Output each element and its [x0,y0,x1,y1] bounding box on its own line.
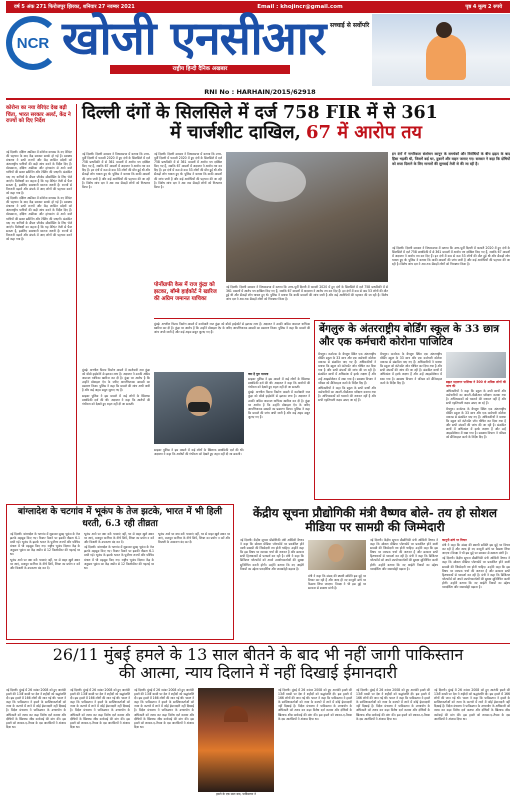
vaishnav-headline: केंद्रीय सूचना प्रौद्योगिकी मंत्री वैष्णव बोले- तय हो सोशल मीडिया पर सामग्री की जिम्मेदारी [252,506,498,534]
mumbai-rule [6,643,510,644]
main-body-col1: नई दिल्ली। दिल्ली सरकार ने विधानसभा में बताया कि उत्तर-पूर्वी दिल्ली में फरवरी 2020 में हुए दंगों के सिलसिले में दर्ज 758 प्राथमिकी में से 361 मामलों में आरोप पत्र दाखिल किए गए हैं, जबकि 67 मामलों में अदालत ने आरोप तय कर दिए हैं। इन दंगों में कम से कम 53 लोगों की मौत हुई थी और सैकड़ों लोग घायल हुए थे। पुलिस ने बताया कि बाकी मामलों की जांच जारी है और कई आरोपियों की पहचान की जा रही है। विशेष जांच दल ने अब तक सैकड़ों लोगों को गिरफ्तार किया है। [82,152,150,189]
masthead-subtitle: राष्ट्रीय हिन्दी दैनिक अखबार [110,65,290,74]
kundra-body: मुंबई। अश्लील फिल्म निर्माण मामले में कारोबारी राज कुंद्रा को बॉम्बे हाईकोर्ट से झटका लगा है। अदालत ने उनकी अग्रिम जमानत याचिका खारिज कर दी है। कुंद्रा पर आरोप है कि उन्होंने मोबाइल ऐप के जरिए आपत्तिजनक सामग्री का प्रसारण किया। पुलिस ने कहा कि मामले की जांच अभी जारी है और कई अहम सबूत जुटाए गए हैं। [154,322,310,335]
vaishnav-body-1: नई दिल्ली। केंद्रीय सूचना प्रौद्योगिकी मंत्री अश्विनी वैष्णव ने कहा कि सोशल मीडिया प्लेटफॉर्म पर प्रकाशित होने वाली सामग्री की जिम्मेदारी तय होनी चाहिए। उन्होंने कहा कि इस विषय पर व्यापक चर्चा की जरूरत है और सरकार सभी हितधारकों से परामर्श कर रही है। मंत्री ने कहा कि डिजिटल प्लेटफॉर्म को अपने उपयोगकर्ताओं की सुरक्षा सुनिश्चित करनी होगी। उन्होंने बताया कि नए आईटी नियमों का उद्देश्य पारदर्शिता और जवाबदेही बढ़ाना है। [240,538,304,571]
mumbai-headline-line2: की आत्मा, न्याय दिलाने में नहीं दिखाई ईमानदारी [118,663,398,683]
mumbai-caption: हमले के एक साल बाद, पाकिस्तान ने [216,792,256,796]
bangalore-headline: बेंगलुरु के अंतरराष्ट्रीय बोर्डिंग स्कूल के 33 छात्र और एक कर्मचारी कोरोना पाजिटिव [319,323,499,348]
yoga-figure [426,34,466,80]
logo-text: NCR [16,34,50,52]
bangladesh-headline: बांग्लादेश के चटगांव में भूकंप के तेज झटके, भारत में भी हिली धरती, 6.3 रही तीव्रता [17,507,223,529]
left-column-rule [76,104,77,504]
main-body-col3: नई दिल्ली। दिल्ली सरकार ने विधानसभा में बताया कि उत्तर-पूर्वी दिल्ली में फरवरी 2020 में हुए दंगों के सिलसिले में दर्ज 758 प्राथमिकी में से 361 मामलों में आरोप पत्र दाखिल किए गए हैं, जबकि 67 मामलों में अदालत ने आरोप तय कर दिए हैं। इन दंगों में कम से कम 53 लोगों की मौत हुई थी और सैकड़ों लोग घायल हुए थे। पुलिस ने बताया कि बाकी मामलों की जांच जारी है और कई आरोपियों की पहचान की जा रही है। विशेष जांच दल ने अब तक सैकड़ों लोगों को गिरफ्तार किया है। [226,285,388,302]
main-headline-line2a: में चार्जशीट दाखिल, [170,122,301,144]
left-headline: कोरोना का नया वेरिएंट देख बढ़ी चिंता, भारत सरकार अलर्ट, केंद्र ने राज्यों को दिए निर्देश [6,105,71,125]
kundra-headline-wide [154,318,310,319]
taj-dome [224,706,248,722]
bullet-text: इन दंगों में नागरिकता संशोधन कानून के समर्थकों और विरोधियों के बीच झड़प के बाद हिंसा भड़की थी, जिसमें कई घर, दुकानें और वाहन जलाए गए। सरकार ने कहा कि दोषियों को सजा दिलाने के लिए मामलों की सुनवाई तेजी से की जा रही है। [392,152,510,166]
bangladesh-body-3: भूकंप आने पर क्या करें: घबराएं नहीं, घर से बाहर खुले स्थान पर जाएं, मजबूत फर्नीचर के नीचे छिपें, लिफ्ट का प्रयोग न करें और बिजली के उपकरण बंद कर दें। [158,532,230,545]
kundra-mask [188,402,210,412]
mumbai-body-6: नई दिल्ली। मुंबई में 26 नवंबर 2008 को हुए आतंकी हमले की 13वीं बरसी पर देश ने शहीदों को श्रद्धांजलि दी। इस हमले में 166 लोगों की जान गई थी। भारत ने कहा कि पाकिस्तान ने हमले के साजिशकर्ताओं को न्याय के कटघरे में लाने में कोई ईमानदारी नहीं दिखाई है। विदेश मंत्रालय ने पाकिस्तान के उच्चायोग के अधिकारी को तलब कर कड़ा विरोध दर्ज कराया और दोषियों के खिलाफ शीघ्र कार्रवाई की मांग की। इस हमले को लश्कर-ए-तैयबा के दस आतंकियों ने अंजाम दिया था। [434,688,510,721]
main-body-col4: नई दिल्ली। दिल्ली सरकार ने विधानसभा में बताया कि उत्तर-पूर्वी दिल्ली में फरवरी 2020 में हुए दंगों के सिलसिले में दर्ज 758 प्राथमिकी में से 361 मामलों में आरोप पत्र दाखिल किए गए हैं, जबकि 67 मामलों में अदालत ने आरोप तय कर दिए हैं। इन दंगों में कम से कम 53 लोगों की मौत हुई थी और सैकड़ों लोग घायल हुए थे। पुलिस ने बताया कि बाकी मामलों की जांच जारी है और कई आरोपियों की पहचान की जा रही है। विशेष जांच दल ने अब तक सैकड़ों लोगों को गिरफ्तार किया है। [392,246,510,267]
riot-photo [226,152,388,282]
bangalore-body-2: बेंगलुरु। कर्नाटक के बेंगलुरु स्थित एक अंतरराष्ट्रीय बोर्डिंग स्कूल के 33 छात्र और एक कर्मचारी कोरोना वायरस से संक्रमित पाए गए हैं। अधिकारियों ने बताया कि स्कूल को कंटेनमेंट जोन घोषित कर दिया गया है और सभी संपर्कों की जांच की जा रही है। संक्रमित छात्रों में अधिकांश में हल्के लक्षण हैं और उन्हें आइसोलेशन में रखा गया है। स्वास्थ्य विभाग ने परिसर को सैनिटाइज करने के निर्देश दिए हैं। [380,352,442,385]
pages-price: पृष्ठ 4 मूल्य 2 रुपये [465,4,502,10]
masthead-logo [6,16,60,70]
masthead-photo [372,14,510,86]
main-bullet-box [392,152,510,242]
bangalore-body-3: ब्रह्मत महानगर पालिका ने 500 से अधिक लोगों की जांच की अधिकारियों ने कहा कि स्कूल के सभी छात्रों और कर्मचारियों का आरटी-पीसीआर परीक्षण कराया गया है। अभिभावकों को घबराने की जरूरत नहीं है और सभी एहतियाती कदम उठाए जा रहे हैं। बेंगलुरु। कर्नाटक के बेंगलुरु स्थित एक अंतरराष्ट्रीय बोर्डिंग स्कूल के 33 छात्र और एक कर्मचारी कोरोना वायरस से संक्रमित पाए गए हैं। अधिकारियों ने बताया कि स्कूल को कंटेनमेंट जोन घोषित कर दिया गया है और सभी संपर्कों की जांच की जा रही है। संक्रमित छात्रों में अधिकांश में हल्के लक्षण हैं और उन्हें आइसोलेशन में रखा गया है। स्वास्थ्य विभाग ने परिसर को सैनिटाइज करने के निर्देश दिए हैं। [446,380,506,440]
main-headline-line2b: 67 में आरोप तय [305,122,422,144]
main-headline [82,103,510,144]
taj-hotel-photo [198,688,274,792]
masthead-slogan: सच्चाई से सर्वोपरि [330,22,370,29]
mumbai-headline [6,646,510,683]
rni-line: RNI No : HARHAIN/2015/62918 [204,88,316,96]
vaishnav-face [328,544,344,562]
vaishnav-photo [308,540,366,570]
bangladesh-body-2: भूकंप आने पर क्या करें: घबराएं नहीं, घर से बाहर खुले स्थान पर जाएं, मजबूत फर्नीचर के नीचे छिपें, लिफ्ट का प्रयोग न करें और बिजली के उपकरण बंद कर दें। नई दिल्ली। बांग्लादेश के चटगांव में शुक्रवार सुबह भूकंप के तेज झटके महसूस किए गए। रिक्टर पैमाने पर इसकी तीव्रता 6.1 मापी गई। भूकंप के झटके भारत के पूर्वोत्तर राज्यों और पश्चिम बंगाल में भी महसूस किए गए। राष्ट्रीय भूकंप विज्ञान केंद्र के अनुसार भूकंप का केंद्र जमीन से 12 किलोमीटर की गहराई पर था। [84,532,154,570]
mumbai-body-2: नई दिल्ली। मुंबई में 26 नवंबर 2008 को हुए आतंकी हमले की 13वीं बरसी पर देश ने शहीदों को श्रद्धांजलि दी। इस हमले में 166 लोगों की जान गई थी। भारत ने कहा कि पाकिस्तान ने हमले के साजिशकर्ताओं को न्याय के कटघरे में लाने में कोई ईमानदारी नहीं दिखाई है। विदेश मंत्रालय ने पाकिस्तान के उच्चायोग के अधिकारी को तलब कर कड़ा विरोध दर्ज कराया और दोषियों के खिलाफ शीघ्र कार्रवाई की मांग की। इस हमले को लश्कर-ए-तैयबा के दस आतंकियों ने अंजाम दिया था। [70,688,130,729]
bangalore-body-1: बेंगलुरु। कर्नाटक के बेंगलुरु स्थित एक अंतरराष्ट्रीय बोर्डिंग स्कूल के 33 छात्र और एक कर्मचारी कोरोना वायरस से संक्रमित पाए गए हैं। अधिकारियों ने बताया कि स्कूल को कंटेनमेंट जोन घोषित कर दिया गया है और सभी संपर्कों की जांच की जा रही है। संक्रमित छात्रों में अधिकांश में हल्के लक्षण हैं और उन्हें आइसोलेशन में रखा गया है। स्वास्थ्य विभाग ने परिसर को सैनिटाइज करने के निर्देश दिए हैं। अधिकारियों ने कहा कि स्कूल के सभी छात्रों और कर्मचारियों का आरटी-पीसीआर परीक्षण कराया गया है। अभिभावकों को घबराने की जरूरत नहीं है और सभी एहतियाती कदम उठाए जा रहे हैं। [318,352,376,403]
masthead-rule [6,98,510,100]
mumbai-body-3: नई दिल्ली। मुंबई में 26 नवंबर 2008 को हुए आतंकी हमले की 13वीं बरसी पर देश ने शहीदों को श्रद्धांजलि दी। इस हमले में 166 लोगों की जान गई थी। भारत ने कहा कि पाकिस्तान ने हमले के साजिशकर्ताओं को न्याय के कटघरे में लाने में कोई ईमानदारी नहीं दिखाई है। विदेश मंत्रालय ने पाकिस्तान के उच्चायोग के अधिकारी को तलब कर कड़ा विरोध दर्ज कराया और दोषियों के खिलाफ शीघ्र कार्रवाई की मांग की। इस हमले को लश्कर-ए-तैयबा के दस आतंकियों ने अंजाम दिया था। [134,688,194,729]
bangladesh-body-1: नई दिल्ली। बांग्लादेश के चटगांव में शुक्रवार सुबह भूकंप के तेज झटके महसूस किए गए। रिक्टर पैमाने पर इसकी तीव्रता 6.1 मापी गई। भूकंप के झटके भारत के पूर्वोत्तर राज्यों और पश्चिम बंगाल में भी महसूस किए गए। राष्ट्रीय भूकंप विज्ञान केंद्र के अनुसार भूकंप का केंद्र जमीन से 12 किलोमीटर की गहराई पर था। भूकंप आने पर क्या करें: घबराएं नहीं, घर से बाहर खुले स्थान पर जाएं, मजबूत फर्नीचर के नीचे छिपें, लिफ्ट का प्रयोग न करें और बिजली के उपकरण बंद कर दें। [10,532,80,570]
vaishnav-body-2: मंत्री ने कहा कि संसद की स्थायी समिति इस मुद्दे पर विचार कर रही है और जल्द ही नए कानूनी ढांचे पर फैसला लिया जाएगा। विपक्ष ने भी इस मुद्दे पर सरकार से स्पष्टता मांगी है। [308,574,366,591]
mumbai-body-4: नई दिल्ली। मुंबई में 26 नवंबर 2008 को हुए आतंकी हमले की 13वीं बरसी पर देश ने शहीदों को श्रद्धांजलि दी। इस हमले में 166 लोगों की जान गई थी। भारत ने कहा कि पाकिस्तान ने हमले के साजिशकर्ताओं को न्याय के कटघरे में लाने में कोई ईमानदारी नहीं दिखाई है। विदेश मंत्रालय ने पाकिस्तान के उच्चायोग के अधिकारी को तलब कर कड़ा विरोध दर्ज कराया और दोषियों के खिलाफ शीघ्र कार्रवाई की मांग की। इस हमले को लश्कर-ए-तैयबा के दस आतंकियों ने अंजाम दिया था। [278,688,352,721]
vaishnav-body-3: नई दिल्ली। केंद्रीय सूचना प्रौद्योगिकी मंत्री अश्विनी वैष्णव ने कहा कि सोशल मीडिया प्लेटफॉर्म पर प्रकाशित होने वाली सामग्री की जिम्मेदारी तय होनी चाहिए। उन्होंने कहा कि इस विषय पर व्यापक चर्चा की जरूरत है और सरकार सभी हितधारकों से परामर्श कर रही है। मंत्री ने कहा कि डिजिटल प्लेटफॉर्म को अपने उपयोगकर्ताओं की सुरक्षा सुनिश्चित करनी होगी। उन्होंने बताया कि नए आईटी नियमों का उद्देश्य पारदर्शिता और जवाबदेही बढ़ाना है। [370,538,438,571]
issue-info: वर्ष 5 अंक 271 फिरोजपुर झिरका, शनिवार 27 नवम्बर 2021 [14,4,135,10]
mumbai-body-5: नई दिल्ली। मुंबई में 26 नवंबर 2008 को हुए आतंकी हमले की 13वीं बरसी पर देश ने शहीदों को श्रद्धांजलि दी। इस हमले में 166 लोगों की जान गई थी। भारत ने कहा कि पाकिस्तान ने हमले के साजिशकर्ताओं को न्याय के कटघरे में लाने में कोई ईमानदारी नहीं दिखाई है। विदेश मंत्रालय ने पाकिस्तान के उच्चायोग के अधिकारी को तलब कर कड़ा विरोध दर्ज कराया और दोषियों के खिलाफ शीघ्र कार्रवाई की मांग की। इस हमले को लश्कर-ए-तैयबा के दस आतंकियों ने अंजाम दिया था। [356,688,430,721]
kundra-body-3: साइबर पुलिस ने इस मामले में कई लोगों के खिलाफ प्राथमिकी दर्ज की थी। अदालत ने कहा कि आरोपों की गंभीरता को देखते हुए राहत नहीं दी जा सकती। [154,448,244,457]
email-text: Email : khojincr@gmail.com [257,4,343,10]
main-body-col2: नई दिल्ली। दिल्ली सरकार ने विधानसभा में बताया कि उत्तर-पूर्वी दिल्ली में फरवरी 2020 में हुए दंगों के सिलसिले में दर्ज 758 प्राथमिकी में से 361 मामलों में आरोप पत्र दाखिल किए गए हैं, जबकि 67 मामलों में अदालत ने आरोप तय कर दिए हैं। इन दंगों में कम से कम 53 लोगों की मौत हुई थी और सैकड़ों लोग घायल हुए थे। पुलिस ने बताया कि बाकी मामलों की जांच जारी है और कई आरोपियों की पहचान की जा रही है। विशेष जांच दल ने अब तक सैकड़ों लोगों को गिरफ्तार किया है। [154,152,222,189]
bangalore-photo [446,352,506,378]
left-body: नई दिल्ली। दक्षिण अफ्रीका में कोरोना वायरस के नए वेरिएंट की पहचान के बाद केंद्र सरकार सतर्क हो गई है। स्वास्थ्य मंत्रालय ने सभी राज्यों और केंद्र शासित प्रदेशों को अंतरराष्ट्रीय यात्रियों की कड़ी जांच करने के निर्देश दिए हैं। बोत्सवाना, दक्षिण अफ्रीका और हांगकांग से आने वाले यात्रियों की सख्त स्क्रीनिंग और टेस्टिंग की जाएगी। संक्रमित पाए गए यात्रियों के सैंपल जीनोम सीक्वेंसिंग के लिए भेजे जाएंगे। विशेषज्ञों का कहना है कि यह वेरिएंट तेजी से फैल सकता है, इसलिए सावधानी बरतना जरूरी है। राज्यों से निगरानी बढ़ाने और संपर्क में आए लोगों की पहचान करने को कहा गया है। नई दिल्ली। दक्षिण अफ्रीका में कोरोना वायरस के नए वेरिएंट की पहचान के बाद केंद्र सरकार सतर्क हो गई है। स्वास्थ्य मंत्रालय ने सभी राज्यों और केंद्र शासित प्रदेशों को अंतरराष्ट्रीय यात्रियों की कड़ी जांच करने के निर्देश दिए हैं। बोत्सवाना, दक्षिण अफ्रीका और हांगकांग से आने वाले यात्रियों की सख्त स्क्रीनिंग और टेस्टिंग की जाएगी। संक्रमित पाए गए यात्रियों के सैंपल जीनोम सीक्वेंसिंग के लिए भेजे जाएंगे। विशेषज्ञों का कहना है कि यह वेरिएंट तेजी से फैल सकता है, इसलिए सावधानी बरतना जरूरी है। राज्यों से निगरानी बढ़ाने और संपर्क में आए लोगों की पहचान करने को कहा गया है। [6,150,72,241]
vaishnav-body-4: कानूनी ढांचे पर विचार मंत्री ने कहा कि संसद की स्थायी समिति इस मुद्दे पर विचार कर रही है और जल्द ही नए कानूनी ढांचे पर फैसला लिया जाएगा। विपक्ष ने भी इस मुद्दे पर सरकार से स्पष्टता मांगी है। नई दिल्ली। केंद्रीय सूचना प्रौद्योगिकी मंत्री अश्विनी वैष्णव ने कहा कि सोशल मीडिया प्लेटफॉर्म पर प्रकाशित होने वाली सामग्री की जिम्मेदारी तय होनी चाहिए। उन्होंने कहा कि इस विषय पर व्यापक चर्चा की जरूरत है और सरकार सभी हितधारकों से परामर्श कर रही है। मंत्री ने कहा कि डिजिटल प्लेटफॉर्म को अपने उपयोगकर्ताओं की सुरक्षा सुनिश्चित करनी होगी। उन्होंने बताया कि नए आईटी नियमों का उद्देश्य पारदर्शिता और जवाबदेही बढ़ाना है। [442,538,510,590]
kundra-photo [154,372,244,444]
mumbai-headline-line1: 26/11 मुंबई हमले के 13 साल बीतने के बाद भी नहीं जागी पाकिस्तान [52,645,464,664]
kundra-headline: पोर्नोग्राफी केस में राज कुंद्रा को झटका, बॉम्बे हाईकोर्ट ने खारिज की अग्रिम जमानत याचिका [154,282,217,302]
mumbai-body-1: नई दिल्ली। मुंबई में 26 नवंबर 2008 को हुए आतंकी हमले की 13वीं बरसी पर देश ने शहीदों को श्रद्धांजलि दी। इस हमले में 166 लोगों की जान गई थी। भारत ने कहा कि पाकिस्तान ने हमले के साजिशकर्ताओं को न्याय के कटघरे में लाने में कोई ईमानदारी नहीं दिखाई है। विदेश मंत्रालय ने पाकिस्तान के उच्चायोग के अधिकारी को तलब कर कड़ा विरोध दर्ज कराया और दोषियों के खिलाफ शीघ्र कार्रवाई की मांग की। इस हमले को लश्कर-ए-तैयबा के दस आतंकियों ने अंजाम दिया था। [6,688,66,729]
smoke-shape [246,162,306,202]
masthead-title: खोजी एनसीआर [62,11,326,65]
yoga-head [436,22,452,38]
kundra-body-2: क्या है पूरा मामला साइबर पुलिस ने इस मामले में कई लोगों के खिलाफ प्राथमिकी दर्ज की थी। अदालत ने कहा कि आरोपों की गंभीरता को देखते हुए राहत नहीं दी जा सकती। मुंबई। अश्लील फिल्म निर्माण मामले में कारोबारी राज कुंद्रा को बॉम्बे हाईकोर्ट से झटका लगा है। अदालत ने उनकी अग्रिम जमानत याचिका खारिज कर दी है। कुंद्रा पर आरोप है कि उन्होंने मोबाइल ऐप के जरिए आपत्तिजनक सामग्री का प्रसारण किया। पुलिस ने कहा कि मामले की जांच अभी जारी है और कई अहम सबूत जुटाए गए हैं। [248,372,310,419]
main-headline-line1: दिल्ली दंगों के सिलसिले में दर्ज 758 FIR में से 361 [82,103,438,123]
main-body-col1b: मुंबई। अश्लील फिल्म निर्माण मामले में कारोबारी राज कुंद्रा को बॉम्बे हाईकोर्ट से झटका लगा है। अदालत ने उनकी अग्रिम जमानत याचिका खारिज कर दी है। कुंद्रा पर आरोप है कि उन्होंने मोबाइल ऐप के जरिए आपत्तिजनक सामग्री का प्रसारण किया। पुलिस ने कहा कि मामले की जांच अभी जारी है और कई अहम सबूत जुटाए गए हैं। साइबर पुलिस ने इस मामले में कई लोगों के खिलाफ प्राथमिकी दर्ज की थी। अदालत ने कहा कि आरोपों की गंभीरता को देखते हुए राहत नहीं दी जा सकती। [82,368,150,406]
